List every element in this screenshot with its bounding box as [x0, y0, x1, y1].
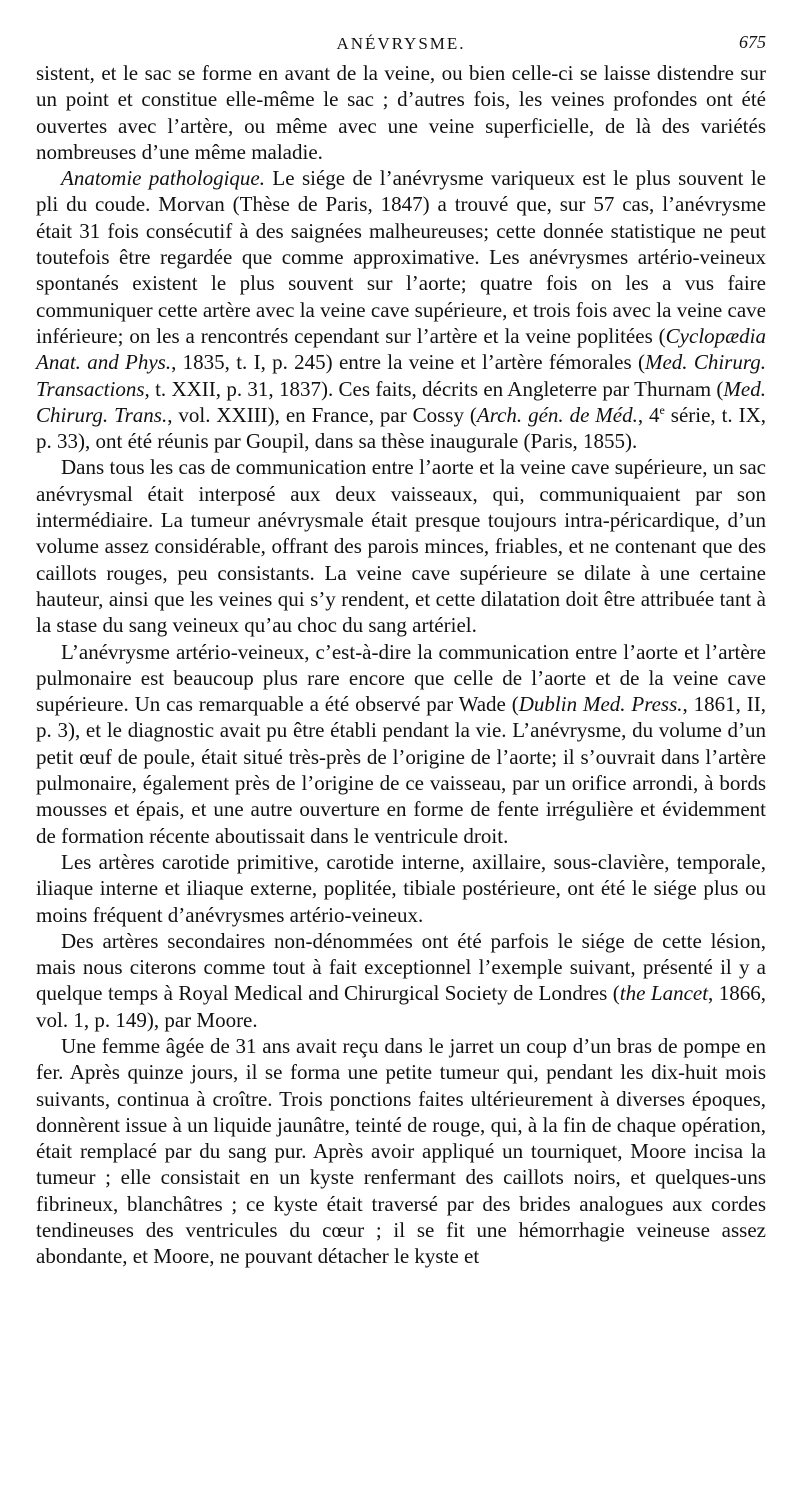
paragraph-text: , 4: [637, 402, 660, 427]
paragraph-text: Des artères secondaires non-dénommées ont été parfois le siége de cette lésion, mais nous citerons comme tout à fait exceptionnel l’exemple suivant, présenté il y a quelque temps à Royal Medical and Chirurgical Society de Londres (: [36, 928, 766, 1006]
paragraph-text: t. XXII, p. 31, 1837). Ces faits, décrits en Angleterre par Thurnam (: [149, 376, 724, 401]
paragraph-aorte-veine-cave: [36, 454, 766, 638]
paragraph-text: sistent, et le sac se forme en avant de la veine, ou bien celle-ci se laisse distendre sur un point et constitue elle-même le sac ; d’autres fois, les veines profondes ont été ouvertes avec l’artère, ou même avec une veine superficielle, de là des variétés nombreuses d’une même maladie.: [36, 61, 766, 164]
paragraph-text: , vol. XXIII), en France, par Cossy (: [167, 402, 477, 427]
paragraph-text: Les artères carotide primitive, carotide interne, axillaire, sous-clavière, temporale, iliaque interne et iliaque externe, poplitée, tibiale postérieure, ont été le siége plus ou moins fréquent d’anévrysmes artério-veineux.: [36, 849, 766, 927]
paragraph-text: Le siége de l’anévrysme variqueux est le plus souvent le pli du coude. Morvan (Thèse de Paris, 1847) a trouvé que, sur 57 cas, l’anévrysme était 31 fois consécutif à des saignées malheureuses; cette donnée statistique ne peut toutefois être regardée que comme approximative. Les anévrysmes artério-veineux spontanés existent le plus souvent sur l’aorte; quatre fois on les a vus faire communiquer cette artère avec la veine cave supérieure, et trois fois avec la veine cave inférieure; on les a rencontrés cependant sur l’artère et la veine poplitées (: [36, 166, 766, 348]
document-page: [36, 26, 766, 1270]
paragraph-text: , 1835, t. I, p. 245) entre la veine et l’artère fémorales (: [171, 350, 645, 375]
superscript: e: [659, 402, 665, 417]
body-text: [36, 60, 766, 1270]
paragraph-case-report: [36, 1033, 766, 1270]
paragraph-text: , 1866, vol. 1, p. 149), par Moore.: [36, 981, 767, 1032]
section-heading: Anatomie pathologique.: [61, 166, 265, 191]
citation: the Lancet: [619, 981, 709, 1006]
paragraph-continuation: [36, 60, 766, 165]
page-header: [36, 26, 766, 56]
paragraph-text: Dans tous les cas de communication entre l’aorte et la veine cave supérieure, un sac anévrysmal était interposé aux deux vaisseaux, qui, communiquaient par son intermédiaire. La tumeur anévrysmale était presque toujours intra-péricardique, d’un volume assez considérable, offrant des parois minces, friables, et ne contenant que des caillots rouges, peu consistants. La veine cave supérieure se dilate à une certaine hauteur, ainsi que les veines qui s’y rendent, et cette dilatation doit être attribuée tant à la stase du sang veineux qu’au choc du sang artériel.: [36, 455, 766, 638]
paragraph-anatomie: [36, 165, 766, 454]
citation: Cyclopædia Anat. and Phys.: [36, 323, 766, 375]
page-number: 675: [739, 32, 766, 52]
paragraph-text: série, t. IX, p. 33), ont été réunis par Goupil, dans sa thèse inaugurale (Paris, 1855).: [36, 402, 767, 454]
citation: Med. Chirurg. Trans.: [36, 376, 766, 427]
running-title: ANÉVRYSME.: [336, 34, 466, 53]
paragraph-text: Une femme âgée de 31 ans avait reçu dans le jarret un coup d’un bras de pompe en fer. Après quinze jours, il se forma une petite tumeur qui, pendant les dix-huit mois suivants, continua à croître. Trois ponctions faites ultérieurement à diverses époques, donnèrent issue à un liquide jaunâtre, teinté de rouge, qui, à la fin de chaque opération, était remplacé par du sang pur. Après avoir appliqué un tourniquet, Moore incisa la tumeur ; elle consistait en un kyste renfermant des caillots noirs, et quelques-uns fibrineux, blanchâtres ; ce kyste était traversé par des brides analogues aux cordes tendineuses des ventricules du cœur ; il se fit une hémorrhagie veineuse assez abondante, et Moore, ne pouvant détacher le kyste et: [36, 1033, 766, 1269]
citation: Arch. gén. de Méd.: [476, 402, 638, 427]
paragraph-text: , 1861, II, p. 3), et le diagnostic avait pu être établi pendant la vie. L’anévrysme, du volume d’un petit œuf de poule, était situé très-près de l’origine de l’aorte; il s’ouvrait dans l’artère pulmonaire, également près de l’origine de ce vaisseau, par un orifice arrondi, à bords mousses et épais, et une autre ouverture en forme de fente irrégulière et évidemment de formation récente aboutissait dans le ventricule droit.: [36, 692, 767, 848]
paragraph-artere-pulmonaire: [36, 639, 766, 849]
paragraph-arteres-list: [36, 849, 766, 928]
citation: Med. Chirurg. Transactions,: [36, 350, 766, 401]
citation: Dublin Med. Press.: [518, 692, 683, 717]
paragraph-text: L’anévrysme artério-veineux, c’est-à-dire la communication entre l’aorte et l’artère pulmonaire est beaucoup plus rare encore que celle de l’aorte et de la veine cave supérieure. Un cas remarquable a été observé par Wade (: [36, 639, 766, 717]
paragraph-arteres-secondaires: [36, 928, 766, 1033]
